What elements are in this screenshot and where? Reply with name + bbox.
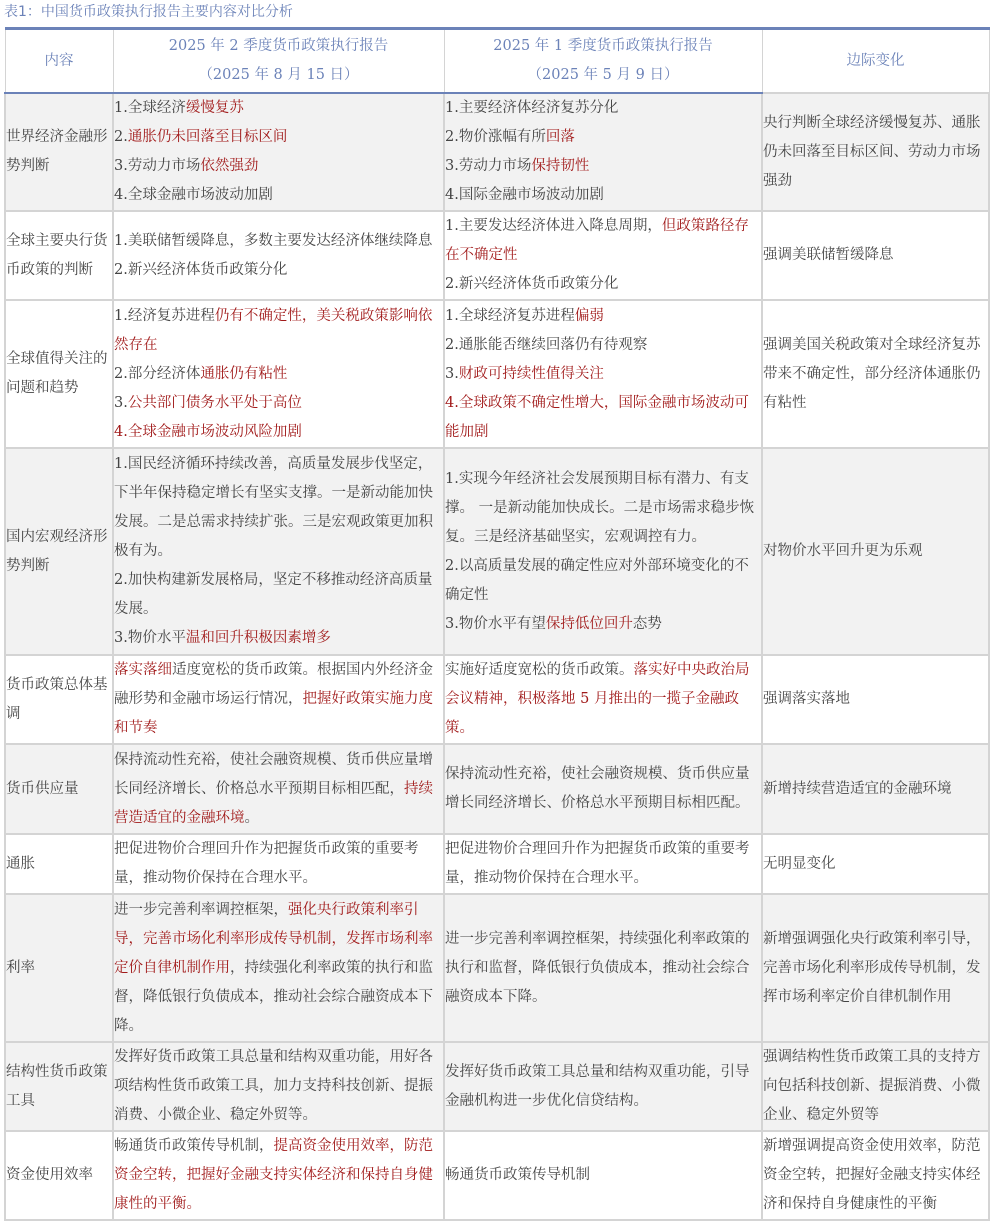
change-cell: 强调美国关税政策对全球经济复苏带来不确定性，部分经济体通胀仍有粘性 xyxy=(762,300,989,448)
cell-text: 1.实现今年经济社会发展预期目标有潜力、有支撑。 一是新动能加快成长。二是市场需求稳步恢复。三是经济基础坚实，宏观调控有力。 xyxy=(445,470,755,545)
highlighted-text: 仍有不确定性，美关税政策影响依然存在 xyxy=(114,307,433,353)
cell-line xyxy=(114,566,443,624)
cell-text: 3.劳动力市场 xyxy=(114,158,201,174)
cell-line xyxy=(445,1058,761,1116)
table-caption: 表1：中国货币政策执行报告主要内容对比分析 xyxy=(4,4,293,20)
cell-text: 1.国民经济循环持续改善，高质量发展步伐坚定，下半年保持稳定增长有坚实支撑。一是新动能加快发展。二是总需求持续扩张。三是宏观政策更加积极有为。 xyxy=(114,456,433,559)
cell-text: 畅通货币政策传导机制 xyxy=(445,1167,590,1183)
highlighted-text: 持续营造适宜的金融环境 xyxy=(114,780,433,826)
change-cell: 强调落实落地 xyxy=(762,655,989,744)
table-row xyxy=(5,93,989,211)
cell-line xyxy=(445,925,761,1012)
q2-cell xyxy=(113,93,444,211)
comparison-table-container xyxy=(4,27,988,1221)
highlighted-text: 保持韧性 xyxy=(531,158,590,174)
cell-line xyxy=(114,256,443,285)
q2-cell xyxy=(113,834,444,894)
highlighted-text: 保持低位回升 xyxy=(545,615,633,632)
table-row xyxy=(5,1131,989,1220)
row-label: 货币政策总体基调 xyxy=(5,655,113,744)
cell-line xyxy=(445,302,761,331)
table-row xyxy=(5,448,989,655)
change-cell: 央行判断全球经济缓慢复苏、通胀仍未回落至目标区间、劳动力市场强劲 xyxy=(762,93,989,211)
table-row xyxy=(5,894,989,1042)
header-content xyxy=(5,29,113,94)
cell-text: 2.新兴经济体货币政策分化 xyxy=(445,276,619,292)
cell-text: 2.加快构建新发展格局，坚定不移推动经济高质量发展。 xyxy=(114,572,433,617)
q2-cell xyxy=(113,655,444,744)
cell-text: 1.全球经济 xyxy=(114,100,186,116)
cell-line xyxy=(445,94,761,123)
cell-text: 把促进物价合理回升作为把握货币政策的重要考量，推动物价保持在合理水平。 xyxy=(445,841,750,886)
table-row xyxy=(5,655,989,744)
header-row xyxy=(5,29,989,94)
change-cell: 强调结构性货币政策工具的支持方向包括科技创新、提振消费、小微企业、稳定外贸等 xyxy=(762,1042,989,1131)
change-cell: 新增强调提高资金使用效率，防范资金空转，把握好金融支持实体经济和保持自身健康性的平衡 xyxy=(762,1131,989,1220)
cell-text: 3. xyxy=(445,365,459,382)
cell-line xyxy=(114,1132,443,1219)
cell-line xyxy=(114,746,443,833)
cell-line xyxy=(114,227,443,256)
highlighted-text: 温和回升积极因素增多 xyxy=(185,630,331,646)
cell-text: 1.美联储暂缓降息，多数主要发达经济体继续降息 xyxy=(114,232,433,249)
cell-text: 1.经济复苏进程 xyxy=(114,307,215,324)
cell-line xyxy=(445,610,761,639)
table-row xyxy=(5,834,989,894)
cell-line xyxy=(114,94,443,123)
header-content-label: 内容 xyxy=(44,52,74,69)
row-label: 世界经济金融形势判断 xyxy=(5,93,113,211)
change-cell: 无明显变化 xyxy=(762,834,989,894)
highlighted-text: 通胀仍未回落至目标区间 xyxy=(127,129,288,145)
table-row xyxy=(5,211,989,300)
cell-line xyxy=(445,552,761,610)
cell-line xyxy=(445,123,761,152)
header-q2-report xyxy=(113,29,444,94)
cell-text: 3. xyxy=(114,394,128,411)
cell-text: 2.物价涨幅有所 xyxy=(445,129,546,145)
row-label: 资金使用效率 xyxy=(5,1131,113,1220)
cell-text: 实施好适度宽松的货币政策。 xyxy=(445,662,634,678)
q1-cell xyxy=(444,834,762,894)
cell-text: ，持续强化利率政策的执行和监督，降低银行负债成本，推动社会综合融资成本下降。 xyxy=(114,959,433,1034)
cell-text: 1.全球经济复苏进程 xyxy=(445,307,575,324)
q2-cell xyxy=(113,211,444,300)
cell-text: 4.国际金融市场波动加剧 xyxy=(445,187,604,203)
highlighted-text: 4.全球政策不确定性增大，国际金融市场波动可能加剧 xyxy=(445,394,749,440)
q1-cell xyxy=(444,448,762,655)
table-body xyxy=(5,93,989,1220)
q1-cell xyxy=(444,300,762,448)
cell-line xyxy=(114,450,443,566)
table-row xyxy=(5,744,989,834)
q1-cell xyxy=(444,744,762,834)
highlighted-text: 把握好政策实施力度和节奏 xyxy=(114,691,433,736)
cell-text: 2. xyxy=(114,129,128,145)
header-change-label: 边际变化 xyxy=(846,52,905,69)
row-label: 货币供应量 xyxy=(5,744,113,834)
cell-line xyxy=(445,331,761,360)
highlighted-text: 4.全球金融市场波动风险加剧 xyxy=(114,423,302,440)
cell-line xyxy=(114,389,443,418)
cell-line xyxy=(114,624,443,653)
highlighted-text: 通胀仍有粘性 xyxy=(200,365,288,382)
cell-line xyxy=(114,656,443,743)
cell-text: 发挥好货币政策工具总量和结构双重功能，引导金融机构进一步优化信贷结构。 xyxy=(445,1063,750,1109)
cell-text: 进一步完善利率调控框架，持续强化利率政策的执行和监督，降低银行负债成本，推动社会综合融资成本下降。 xyxy=(445,930,750,1005)
comparison-table xyxy=(4,27,990,1221)
q2-cell xyxy=(113,448,444,655)
row-label: 结构性货币政策工具 xyxy=(5,1042,113,1131)
cell-text: 1.主要发达经济体进入降息周期， xyxy=(445,218,662,234)
cell-line xyxy=(445,656,761,743)
cell-line xyxy=(445,152,761,181)
header-marginal-change xyxy=(762,29,989,94)
highlighted-text: 财政可持续性值得关注 xyxy=(458,365,604,382)
cell-line xyxy=(114,152,443,181)
cell-text: 保持流动性充裕，使社会融资规模、货币供应量增长同经济增长、价格总水平预期目标相匹配。 xyxy=(445,766,750,811)
highlighted-text: 依然强劲 xyxy=(200,158,259,174)
q2-cell xyxy=(113,744,444,834)
cell-line xyxy=(114,835,443,893)
change-cell: 新增强调强化央行政策利率引导，完善市场化利率形成传导机制，发挥市场利率定价自律机制作用 xyxy=(762,894,989,1042)
cell-line xyxy=(114,418,443,447)
table-row xyxy=(5,300,989,448)
cell-text: 1.主要经济体经济复苏分化 xyxy=(445,100,619,116)
cell-line xyxy=(445,835,761,893)
q2-cell xyxy=(113,894,444,1042)
highlighted-text: 但政策路径存在不确定性 xyxy=(445,218,749,263)
header-q1-date: （2025 年 5 月 9 日） xyxy=(527,67,679,83)
cell-text: 发挥好货币政策工具总量和结构双重功能，用好各项结构性货币政策工具，加力支持科技创新、提振消费、小微企业、稳定外贸等。 xyxy=(114,1049,433,1123)
q1-cell xyxy=(444,1131,762,1220)
cell-line xyxy=(114,1043,443,1130)
cell-text: 。 xyxy=(244,809,259,826)
cell-line xyxy=(445,212,761,270)
change-cell: 强调美联储暂缓降息 xyxy=(762,211,989,300)
header-q2-title: 2025 年 2 季度货币政策执行报告 xyxy=(168,38,389,54)
cell-text: 2.新兴经济体货币政策分化 xyxy=(114,261,288,278)
cell-line xyxy=(445,181,761,210)
table-row xyxy=(5,1042,989,1131)
highlighted-text: 强化央行政策利率引导，完善市场化利率形成传导机制，发挥市场利率定价自律机制作用 xyxy=(114,901,433,976)
cell-line xyxy=(445,465,761,552)
cell-text: 2.部分经济体 xyxy=(114,365,201,382)
q2-cell xyxy=(113,1042,444,1131)
cell-text: 态势 xyxy=(632,615,662,632)
q1-cell xyxy=(444,655,762,744)
highlighted-text: 提高资金使用效率，防范资金空转，把握好金融支持实体经济和保持自身健康性的平衡。 xyxy=(114,1138,433,1212)
cell-line xyxy=(114,123,443,152)
cell-text: 3.物价水平 xyxy=(114,630,186,646)
cell-text: 适度宽松的货币政策。根据国内外经济金融形势和金融市场运行情况， xyxy=(114,662,433,707)
q1-cell xyxy=(444,1042,762,1131)
highlighted-text: 落实好中央政治局会议精神，积极落地 5 月推出的一揽子金融政策。 xyxy=(445,662,750,736)
cell-text: 2.通胀能否继续回落仍有待观察 xyxy=(445,336,648,353)
change-cell: 对物价水平回升更为乐观 xyxy=(762,448,989,655)
row-label: 利率 xyxy=(5,894,113,1042)
cell-line xyxy=(445,270,761,299)
cell-line xyxy=(445,1161,761,1190)
cell-line xyxy=(445,760,761,818)
cell-line xyxy=(114,302,443,360)
row-label: 全球值得关注的问题和趋势 xyxy=(5,300,113,448)
cell-line xyxy=(445,360,761,389)
q1-cell xyxy=(444,211,762,300)
header-q1-report xyxy=(444,29,762,94)
cell-text: 4.全球金融市场波动加剧 xyxy=(114,187,273,203)
cell-line xyxy=(445,389,761,447)
highlighted-text: 公共部门债务水平处于高位 xyxy=(127,394,302,411)
header-q2-date: （2025 年 8 月 15 日） xyxy=(198,67,359,83)
cell-text: 3.劳动力市场 xyxy=(445,158,532,174)
row-label: 全球主要央行货币政策的判断 xyxy=(5,211,113,300)
cell-line xyxy=(114,360,443,389)
row-label: 通胀 xyxy=(5,834,113,894)
highlighted-text: 偏弱 xyxy=(574,307,604,324)
q1-cell xyxy=(444,894,762,1042)
row-label: 国内宏观经济形势判断 xyxy=(5,448,113,655)
cell-text: 3.物价水平有望 xyxy=(445,615,546,632)
cell-text: 保持流动性充裕，使社会融资规模、货币供应量增长同经济增长、价格总水平预期目标相匹配， xyxy=(114,751,433,797)
cell-line xyxy=(114,896,443,1041)
header-q1-title: 2025 年 1 季度货币政策执行报告 xyxy=(493,38,713,54)
q2-cell xyxy=(113,300,444,448)
cell-text: 进一步完善利率调控框架， xyxy=(114,901,288,918)
highlighted-text: 回落 xyxy=(545,129,575,145)
highlighted-text: 缓慢复苏 xyxy=(185,100,244,116)
q1-cell xyxy=(444,93,762,211)
cell-text: 2.以高质量发展的确定性应对外部环境变化的不确定性 xyxy=(445,557,749,603)
q2-cell xyxy=(113,1131,444,1220)
highlighted-text: 落实落细 xyxy=(114,662,172,678)
cell-line xyxy=(114,181,443,210)
change-cell: 新增持续营造适宜的金融环境 xyxy=(762,744,989,834)
cell-text: 畅通货币政策传导机制， xyxy=(114,1138,274,1154)
cell-text: 把促进物价合理回升作为把握货币政策的重要考量，推动物价保持在合理水平。 xyxy=(114,841,419,886)
